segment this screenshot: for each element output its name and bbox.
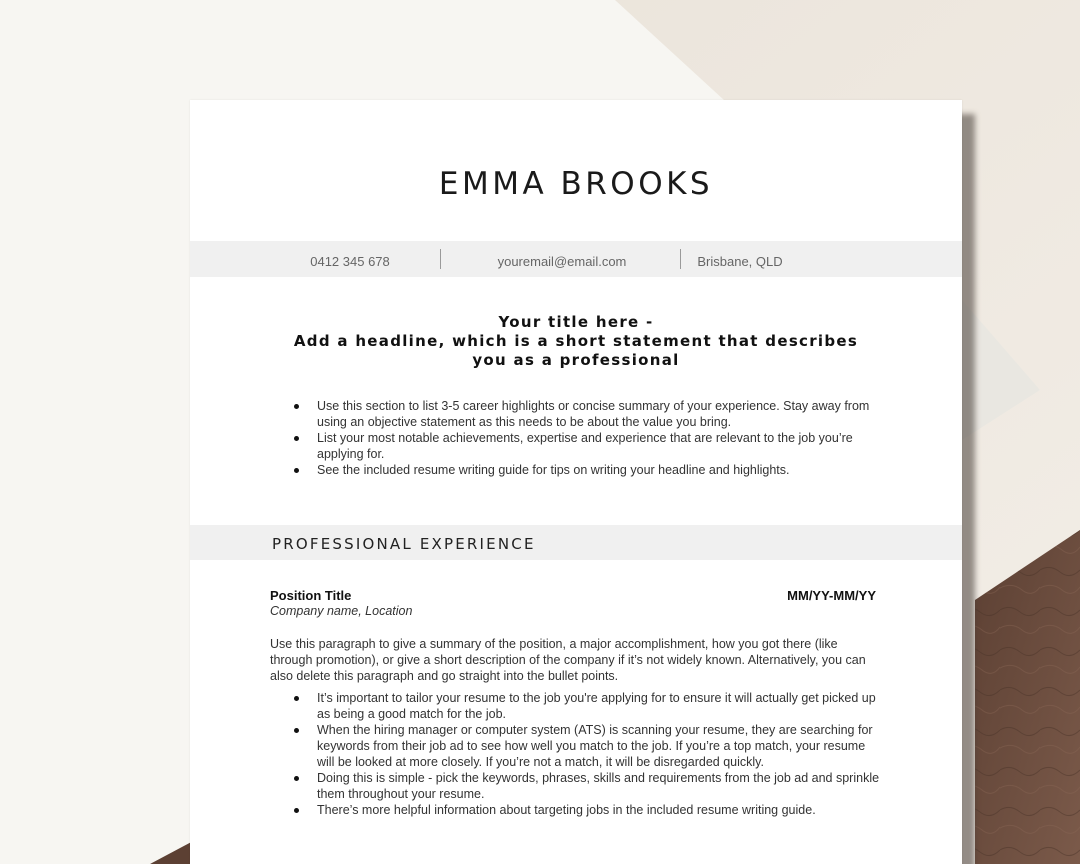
position-title: Position Title — [270, 588, 352, 603]
experience-list — [317, 690, 882, 818]
bullet-dot-icon — [294, 696, 299, 701]
bullet-dot-icon — [294, 728, 299, 733]
position-dates: MM/YY-MM/YY — [787, 588, 876, 603]
section-title: PROFESSIONAL EXPERIENCE — [272, 535, 536, 553]
headline-line: you as a professional — [472, 351, 680, 369]
experience-bullet — [317, 690, 882, 722]
experience-bullet — [317, 722, 882, 770]
section-header-experience — [190, 525, 962, 560]
contact-divider — [440, 249, 441, 269]
summary-bullet-text: See the included resume writing guide for tips on writing your headline and highlights. — [317, 463, 790, 477]
summary-bullet-text: List your most notable achievements, expertise and experience that are relevant to the job you’re applying for. — [317, 431, 853, 461]
contact-phone: 0412 345 678 — [310, 254, 390, 269]
bullet-dot-icon — [294, 808, 299, 813]
contact-email: youremail@email.com — [497, 254, 627, 269]
bullet-dot-icon — [294, 776, 299, 781]
experience-bullet-text: There’s more helpful information about targeting jobs in the included resume writing guide. — [317, 803, 816, 817]
experience-bullet — [317, 802, 882, 818]
resume-page — [190, 100, 962, 864]
headline-line: Add a headline, which is a short statement that describes — [293, 332, 859, 350]
experience-bullet-text: Doing this is simple - pick the keywords, phrases, skills and requirements from the job ad and sprinkle them throughout your resume. — [317, 771, 880, 801]
headline-line: Your title here - — [498, 313, 654, 331]
experience-bullet — [317, 770, 882, 802]
bullet-dot-icon — [294, 468, 299, 473]
summary-bullet — [317, 462, 897, 478]
bullet-dot-icon — [294, 404, 299, 409]
bullet-dot-icon — [294, 436, 299, 441]
summary-list — [317, 398, 897, 478]
summary-bullet — [317, 398, 897, 430]
summary-bullet-text: Use this section to list 3-5 career highlights or concise summary of your experience. Stay away from using an objective statement as this needs to be about the value you bring. — [317, 399, 870, 429]
summary-bullet — [317, 430, 897, 462]
contact-bar — [190, 241, 962, 277]
headline — [190, 313, 962, 370]
experience-bullet-text: It’s important to tailor your resume to the job you're applying for to ensure it will actually get picked up as being a good match for the job. — [317, 691, 876, 721]
position-summary: Use this paragraph to give a summary of the position, a major accomplishment, how you got there (like through promotion), or give a short description of the company if it’s not widely known. Alternatively, you can also delete this paragraph and go straight into the bullet points. — [270, 637, 866, 683]
contact-location: Brisbane, QLD — [697, 254, 783, 269]
experience-bullet-text: When the hiring manager or computer system (ATS) is scanning your resume, they are searching for keywords from their job ad to see how well you match to the job. If you’re a top match, your resume will be looked at more closely. If you’re not a match, it will be disregarded quickly. — [317, 723, 873, 769]
company-location: Company name, Location — [270, 604, 413, 618]
resume-name: EMMA BROOKS — [438, 166, 714, 202]
